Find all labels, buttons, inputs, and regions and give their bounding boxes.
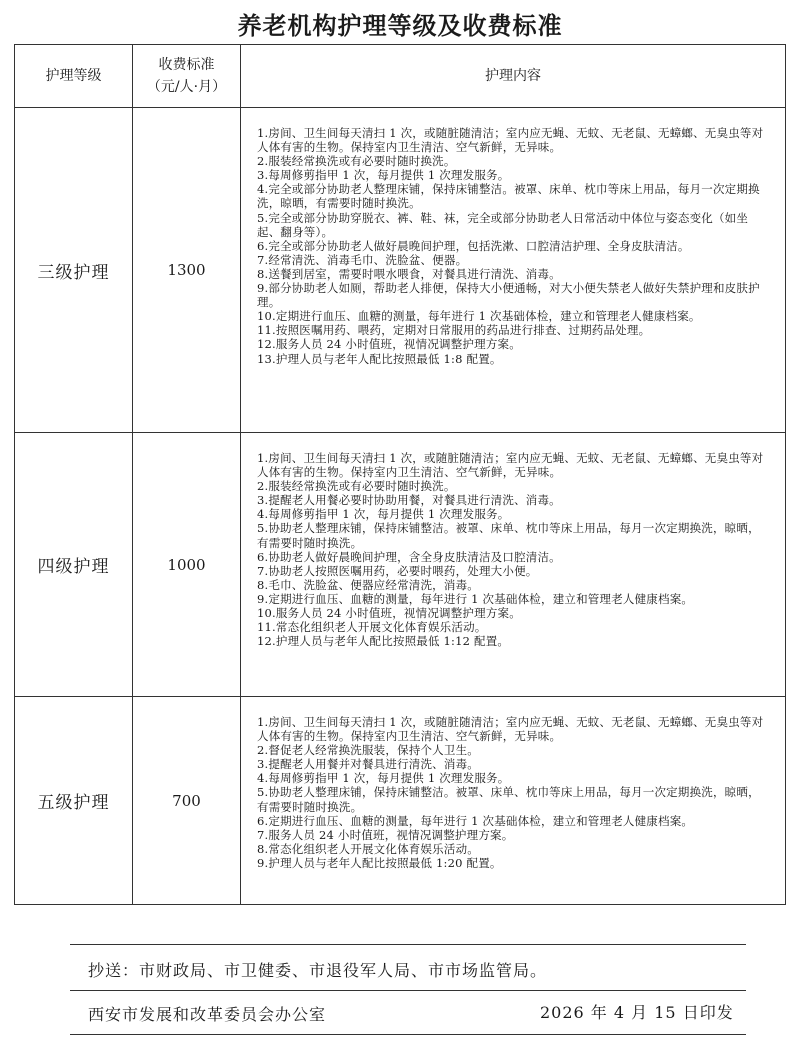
- care-fee: 1000: [133, 433, 241, 697]
- care-item: 11.按照医嘱用药、喂药，定期对日常服用的药品进行排查、过期药品处理。: [257, 323, 651, 338]
- care-item: 10.服务人员 24 小时值班，视情况调整护理方案。: [257, 606, 521, 621]
- care-item: 12.护理人员与老年人配比按照最低 1:12 配置。: [257, 634, 510, 649]
- care-content: [241, 433, 786, 697]
- care-item: 2.服装经常换洗或有必要时随时换洗。: [257, 154, 456, 169]
- care-item: 6.协助老人做好晨晚间护理，含全身皮肤清洁及口腔清洁。: [257, 549, 561, 564]
- table-row: [15, 108, 786, 433]
- table-header-row: [15, 45, 786, 108]
- care-item: 2.督促老人经常换洗服装，保持个人卫生。: [257, 743, 479, 758]
- care-item: 8.常态化组织老人开展文化体育娱乐活动。: [257, 841, 479, 856]
- header-fee-line2: （元/人·月）: [146, 79, 227, 95]
- care-item-list: [241, 433, 785, 648]
- care-content: [241, 108, 786, 433]
- footer-divider-middle: [70, 990, 746, 991]
- header-fee-line1: 收费标准: [158, 57, 215, 73]
- care-fee: 1300: [133, 108, 241, 433]
- issuing-office: 西安市发展和改革委员会办公室: [88, 1005, 327, 1024]
- care-item: 4.完全或部分协助老人整理床铺，保持床铺整洁。被罩、床单、枕巾等床上用品，每月一次定期换洗，晾晒，有需要时随时换洗。: [257, 182, 760, 211]
- care-level: 三级护理: [15, 108, 133, 433]
- care-item-list: [241, 697, 785, 870]
- care-item: 13.护理人员与老年人配比按照最低 1:8 配置。: [257, 351, 502, 366]
- care-item: 7.协助老人按照医嘱用药，必要时喂药，处理大小便。: [257, 563, 538, 578]
- care-item: 8.送餐到居室，需要时喂水喂食，对餐具进行清洗、消毒。: [257, 266, 561, 281]
- care-item: 6.完全或部分协助老人做好晨晚间护理，包括洗漱、口腔清洁护理、全身皮肤清洁。: [257, 238, 690, 253]
- care-item: 11.常态化组织老人开展文化体育娱乐活动。: [257, 620, 487, 635]
- care-item: 4.每周修剪指甲 1 次，每月提供 1 次理发服务。: [257, 771, 510, 786]
- care-item: 10.定期进行血压、血糖的测量，每年进行 1 次基础体检，建立和管理老人健康档案。: [257, 309, 701, 324]
- care-item: 3.提醒老人用餐必要时协助用餐，对餐具进行清洗、消毒。: [257, 493, 561, 508]
- care-item-list: [241, 108, 785, 366]
- care-item: 8.毛巾、洗脸盆、便器应经常清洗，消毒。: [257, 577, 479, 592]
- care-item: 1.房间、卫生间每天清扫 1 次，或随脏随清洁；室内应无蝇、无蚊、无老鼠、无蟑螂、无臭虫等对人体有害的生物。保持室内卫生清洁、空气新鲜，无异味。: [257, 715, 764, 744]
- header-level: 护理等级: [15, 45, 133, 108]
- care-item: 4.每周修剪指甲 1 次，每月提供 1 次理发服务。: [257, 507, 510, 522]
- care-item: 3.提醒老人用餐并对餐具进行清洗、消毒。: [257, 757, 479, 772]
- care-item: 9.部分协助老人如厕，帮助老人排便，保持大小便通畅，对大小便失禁老人做好失禁护理和皮肤护理。: [257, 281, 760, 310]
- care-item: 9.护理人员与老年人配比按照最低 1:20 配置。: [257, 855, 502, 870]
- footer-divider-top: [70, 944, 746, 945]
- care-content: [241, 697, 786, 905]
- page-title: 养老机构护理等级及收费标准: [237, 11, 563, 40]
- care-item: 3.每周修剪指甲 1 次，每月提供 1 次理发服务。: [257, 168, 510, 183]
- care-item: 1.房间、卫生间每天清扫 1 次，或随脏随清洁；室内应无蝇、无蚊、无老鼠、无蟑螂、无臭虫等对人体有害的生物。保持室内卫生清洁、空气新鲜，无异味。: [257, 451, 764, 480]
- care-item: 7.经常清洗、消毒毛巾、洗脸盆、便器。: [257, 252, 468, 267]
- care-level: 五级护理: [15, 697, 133, 905]
- footer-divider-bottom: [70, 1034, 746, 1035]
- care-item: 9.定期进行血压、血糖的测量，每年进行 1 次基础体检，建立和管理老人健康档案。: [257, 591, 694, 606]
- care-item: 7.服务人员 24 小时值班，视情况调整护理方案。: [257, 827, 514, 842]
- issue-date: 2026 年 4 月 15 日印发: [540, 1003, 734, 1022]
- table-row: [15, 697, 786, 905]
- care-item: 1.房间、卫生间每天清扫 1 次，或随脏随清洁；室内应无蝇、无蚊、无老鼠、无蟑螂、无臭虫等对人体有害的生物。保持室内卫生清洁、空气新鲜，无异味。: [257, 126, 764, 155]
- care-item: 2.服装经常换洗或有必要时随时换洗。: [257, 479, 456, 494]
- care-item: 6.定期进行血压、血糖的测量，每年进行 1 次基础体检，建立和管理老人健康档案。: [257, 813, 694, 828]
- care-fee: 700: [133, 697, 241, 905]
- header-content: 护理内容: [241, 45, 786, 108]
- care-level: 四级护理: [15, 433, 133, 697]
- table-row: [15, 433, 786, 697]
- care-item: 12.服务人员 24 小时值班，视情况调整护理方案。: [257, 337, 521, 352]
- fee-table: [14, 44, 786, 905]
- care-item: 5.协助老人整理床铺，保持床铺整洁。被罩、床单、枕巾等床上用品，每月一次定期换洗，晾晒，有需要时随时换洗。: [257, 521, 760, 550]
- care-item: 5.完全或部分协助穿脱衣、裤、鞋、袜，完全或部分协助老人日常活动中体位与姿态变化（如坐起、翻身等）。: [257, 210, 749, 239]
- cc-recipients: 抄送：市财政局、市卫健委、市退役军人局、市市场监管局。: [88, 961, 548, 980]
- care-item: 5.协助老人整理床铺，保持床铺整洁。被罩、床单、枕巾等床上用品，每月一次定期换洗，晾晒，有需要时随时换洗。: [257, 785, 760, 814]
- header-fee: [133, 45, 241, 108]
